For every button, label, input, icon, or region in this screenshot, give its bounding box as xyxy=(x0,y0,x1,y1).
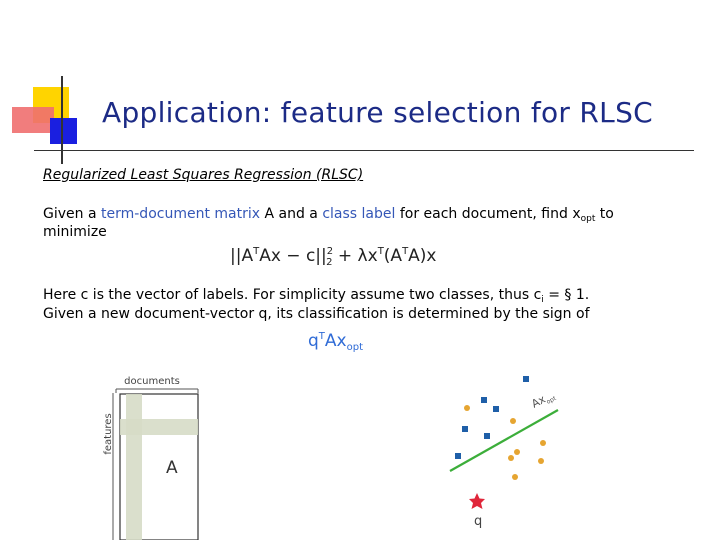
eq-part: 2 xyxy=(326,257,333,268)
eq-part: ||A xyxy=(230,246,254,266)
eq-part: + λx xyxy=(332,246,378,266)
term-document-matrix-figure xyxy=(100,372,220,540)
class-circle-point xyxy=(514,449,520,455)
class-circle-point xyxy=(512,474,518,480)
paragraph-1-line-2: minimize xyxy=(43,224,107,240)
eq-part: Ax − c|| xyxy=(259,246,327,266)
class-circle-point xyxy=(510,418,516,424)
query-label: q xyxy=(474,514,483,529)
eq-part: Ax xyxy=(324,331,347,351)
decor-line-horizontal xyxy=(34,150,694,151)
class-circle-point xyxy=(540,440,546,446)
decor-square-blue xyxy=(50,118,77,144)
slide-title: Application: feature selection for RLSC xyxy=(102,96,654,129)
eq-part: q xyxy=(308,331,319,351)
eq-part: T xyxy=(318,331,325,342)
eq-part: A)x xyxy=(408,246,437,266)
objective-equation xyxy=(230,246,437,268)
eq-part: opt xyxy=(346,342,363,353)
query-star-point xyxy=(469,493,485,509)
text-segment: A and a xyxy=(260,206,323,222)
decor-square-red xyxy=(12,107,54,133)
text-segment: Here c is the vector of labels. For simplicity assume two classes, thus c xyxy=(43,287,542,303)
class-square-point xyxy=(462,426,468,432)
class-label-term: class label xyxy=(322,206,396,222)
class-square-point xyxy=(481,397,487,403)
class-circle-point xyxy=(508,455,514,461)
eq-part: T xyxy=(402,246,409,257)
eq-part: T xyxy=(253,246,260,257)
eq-part: T xyxy=(377,246,384,257)
class-square-point xyxy=(523,376,529,382)
matrix-label: A xyxy=(166,458,178,478)
decision-line-label: $Ax_{opt}$ xyxy=(529,392,558,411)
class-square-point xyxy=(493,406,499,412)
paragraph-2-line-2: Given a new document-vector q, its classification is determined by the sign of xyxy=(43,306,590,322)
classification-equation xyxy=(308,331,363,353)
features-label: features xyxy=(103,413,114,455)
paragraph-1-line-1 xyxy=(43,205,614,228)
class-square-point xyxy=(455,453,461,459)
opt-subscript: opt xyxy=(580,214,596,224)
text-segment: = § 1. xyxy=(543,287,590,303)
text-segment: for each document, find x xyxy=(395,206,581,222)
classifier-scatter-figure xyxy=(440,368,580,536)
term-document-matrix-term: term-document matrix xyxy=(101,206,261,222)
text-segment: to xyxy=(595,206,614,222)
class-square-point xyxy=(484,433,490,439)
text-segment: Given a xyxy=(43,206,101,222)
class-circle-point xyxy=(464,405,470,411)
eq-part: 2 xyxy=(326,246,334,257)
class-circle-point xyxy=(538,458,544,464)
i-subscript: i xyxy=(541,295,544,305)
row-highlight xyxy=(120,419,198,435)
documents-label: documents xyxy=(124,376,180,387)
column-highlight xyxy=(126,394,142,540)
subheading: Regularized Least Squares Regression (RLSC) xyxy=(43,167,364,183)
eq-part: (A xyxy=(383,246,403,266)
